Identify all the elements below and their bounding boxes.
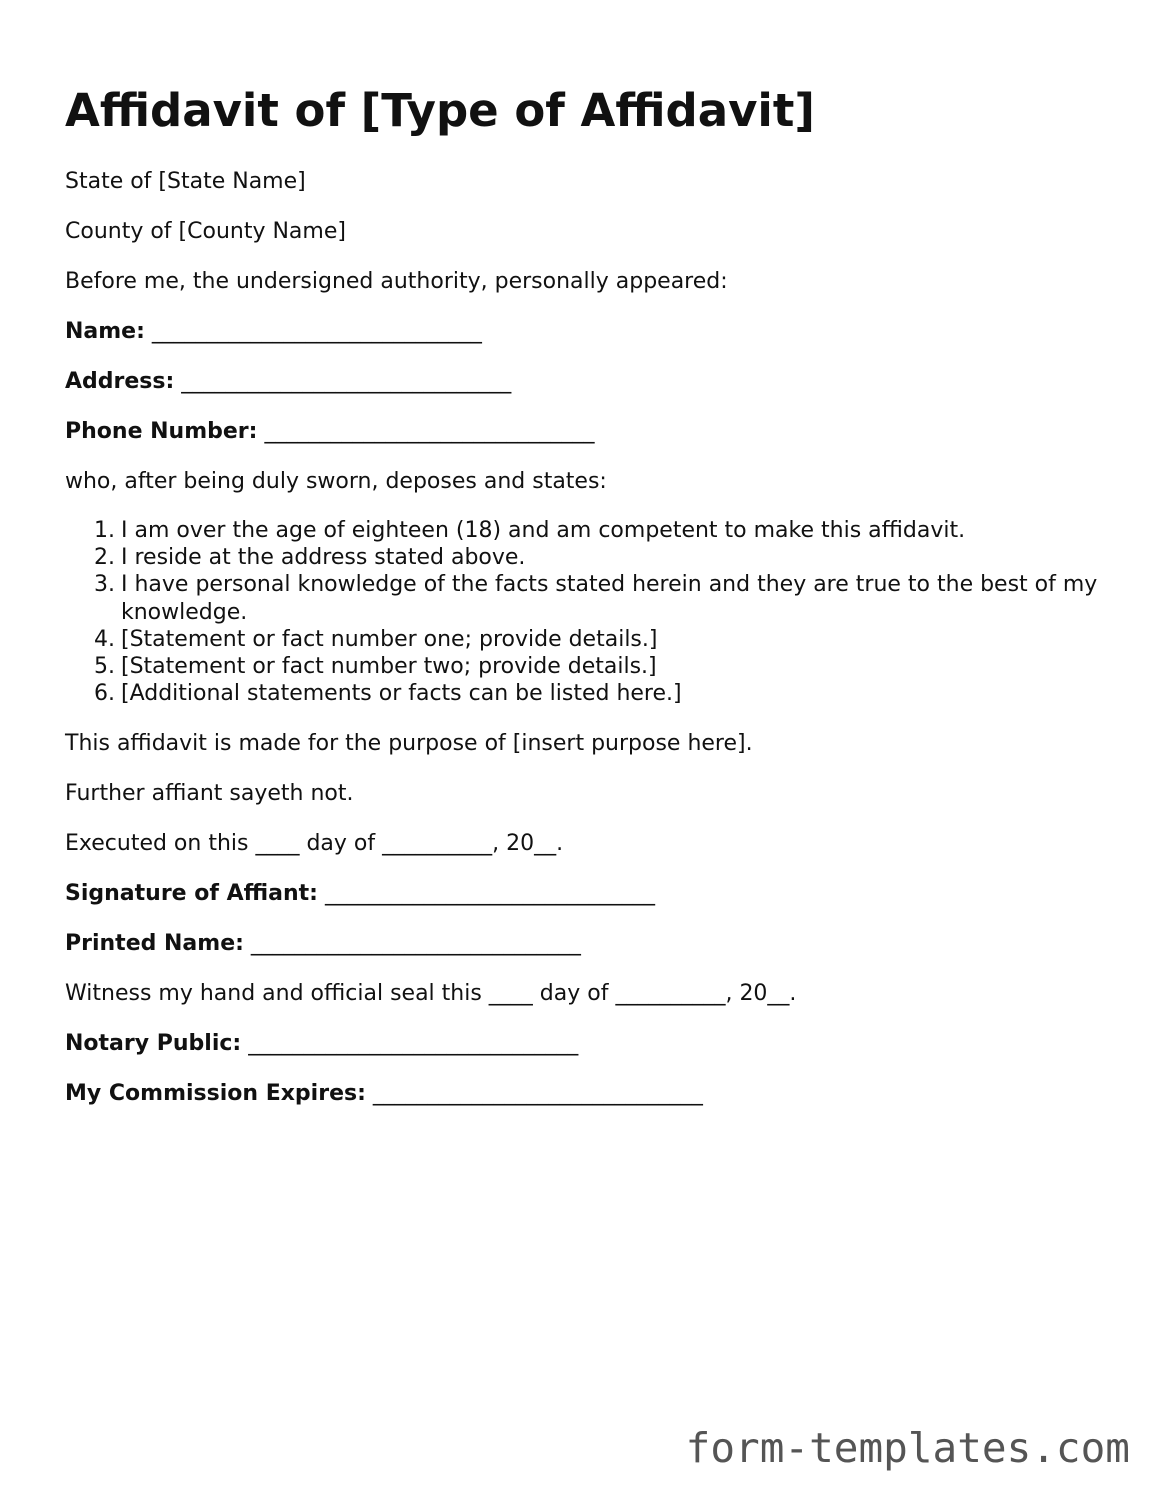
purpose-text: This affidavit is made for the purpose of [insert purpose here]. xyxy=(65,731,753,756)
statement-item: I reside at the address stated above. xyxy=(121,545,526,571)
closing-text: Further affiant sayeth not. xyxy=(65,781,354,806)
notary-blank: ______________________________ xyxy=(248,1031,579,1056)
signature-field xyxy=(65,880,655,907)
statement-item: [Statement or fact number one; provide details.] xyxy=(121,626,658,652)
witness-text: Witness my hand and official seal this ____ day of __________, 20__. xyxy=(65,981,797,1006)
phone-blank: ______________________________ xyxy=(264,419,595,444)
address-field xyxy=(65,368,511,395)
watermark: form-templates.com xyxy=(685,1424,1130,1472)
notary-field xyxy=(65,1030,578,1057)
statement-list xyxy=(65,517,1121,707)
page-title: Affidavit of [Type of Affidavit] xyxy=(65,84,815,137)
signature-label: Signature of Affiant: xyxy=(65,881,318,906)
notary-label: Notary Public: xyxy=(65,1031,242,1056)
intro-text: Before me, the undersigned authority, personally appeared: xyxy=(65,269,728,294)
name-label: Name: xyxy=(65,319,145,344)
name-blank: ______________________________ xyxy=(151,319,482,344)
commission-field xyxy=(65,1080,703,1107)
state-line: State of [State Name] xyxy=(65,169,306,194)
printed-name-field xyxy=(65,930,581,957)
statement-item: I am over the age of eighteen (18) and am competent to make this affidavit. xyxy=(121,518,966,543)
printed-name-label: Printed Name: xyxy=(65,931,244,956)
commission-blank: ______________________________ xyxy=(372,1081,703,1106)
county-line: County of [County Name] xyxy=(65,219,346,244)
address-blank: ______________________________ xyxy=(181,369,512,394)
commission-label: My Commission Expires: xyxy=(65,1081,366,1106)
phone-field xyxy=(65,418,594,445)
statement-item: [Additional statements or facts can be listed here.] xyxy=(121,681,682,707)
name-field xyxy=(65,318,482,345)
sworn-text: who, after being duly sworn, deposes and states: xyxy=(65,469,607,494)
phone-label: Phone Number: xyxy=(65,419,258,444)
statement-item: [Statement or fact number two; provide details.] xyxy=(121,654,657,680)
address-label: Address: xyxy=(65,369,175,394)
signature-blank: ______________________________ xyxy=(324,881,655,906)
statement-item: I have personal knowledge of the facts stated herein and they are true to the best of my knowledge. xyxy=(121,572,1098,625)
printed-name-blank: ______________________________ xyxy=(250,931,581,956)
executed-text: Executed on this ____ day of __________, 20__. xyxy=(65,831,564,856)
